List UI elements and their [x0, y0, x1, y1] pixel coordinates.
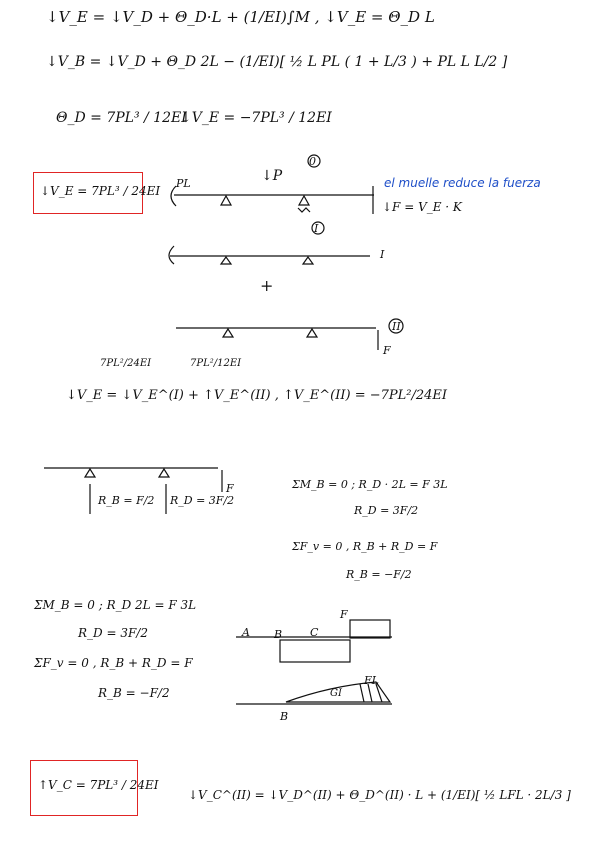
equation-VC: ↓V_C^(II) = ↓V_D^(II) + Θ_D^(II) · L + (1/EI)[ ½ LFL · 2L/3 ]	[188, 788, 571, 802]
force-label-F: F	[383, 344, 391, 357]
equation-sum-MB-right: ΣM_B = 0 ; R_D · 2L = F 3L	[292, 478, 448, 491]
case-circle-0	[308, 155, 320, 167]
spring-force-label: ↓F = V_E · K	[382, 200, 462, 214]
support-pin-BI	[221, 257, 231, 264]
point-label-F: F	[340, 608, 348, 621]
area-label-GI: GI	[330, 688, 342, 699]
case-label-I: I	[314, 222, 319, 235]
case-label-II: II	[392, 320, 401, 333]
case-label-I-right: I	[380, 248, 385, 261]
moment-arrow-I	[169, 246, 174, 264]
boxed-VE-text: ↓V_E = 7PL³ / 24EI	[40, 184, 161, 198]
equation-VE-definition: ↓V_E = ↓V_D + Θ_D·L + (1/EI)∫M , ↓V_E = Θ_D L	[46, 8, 435, 26]
moment-triangle	[286, 682, 390, 702]
moment-region-left	[280, 640, 350, 662]
support-pin-DII	[307, 329, 317, 337]
plus-sign: +	[260, 276, 274, 295]
equation-sum-Fv-left: ΣF_v = 0 , R_B + R_D = F	[34, 656, 193, 670]
equation-VB: ↓V_B = ↓V_D + Θ_D 2L − (1/EI)[ ½ L PL ( 1 + L/3 ) + PL L L/2 ]	[46, 54, 508, 70]
reaction-RD-left: R_D = 3F/2	[170, 494, 235, 507]
case-circle-I	[312, 222, 324, 234]
support-pin-DI	[303, 257, 313, 264]
moment-arrow-PL	[171, 186, 176, 206]
moment-label-FL: FL	[364, 674, 379, 687]
spring-symbol	[298, 208, 310, 212]
equation-VE-result: ↓V_E = −7PL³ / 12EI	[180, 110, 332, 126]
support-pin-D-reactions	[159, 469, 169, 477]
boxed-VC-text: ↑V_C = 7PL³ / 24EI	[38, 778, 159, 792]
superposition-top2: 7PL²/12EI	[190, 358, 242, 369]
support-pin-B-reactions	[85, 469, 95, 477]
force-label-F-2: F	[226, 482, 234, 495]
support-pin-B0	[221, 196, 231, 205]
support-pin-D0	[299, 196, 309, 205]
equation-sum-Fv-right: ΣF_v = 0 , R_B + R_D = F	[292, 540, 438, 553]
moment-region-right	[350, 620, 390, 638]
equation-theta-D: Θ_D = 7PL³ / 12EI	[56, 110, 187, 126]
load-label-P: ↓P	[261, 168, 283, 184]
moment-label-PL: PL	[176, 177, 191, 190]
reaction-RB-left: R_B = F/2	[98, 494, 155, 507]
point-label-B-lower: B	[280, 710, 289, 723]
point-label-C: C	[310, 626, 319, 639]
equation-RD-right: R_D = 3F/2	[354, 504, 419, 517]
spring-note: el muelle reduce la fuerza	[384, 176, 541, 190]
point-label-A: A	[242, 626, 250, 639]
equation-RD-left: R_D = 3F/2	[78, 626, 148, 640]
case-circle-II	[389, 319, 403, 333]
equation-sum-MB-left: ΣM_B = 0 ; R_D 2L = F 3L	[34, 598, 197, 612]
case-label-0: 0	[309, 155, 316, 168]
equation-RB-left: R_B = −F/2	[98, 686, 170, 700]
superposition-top1: 7PL²/24EI	[100, 358, 152, 369]
superposition-equation: ↓V_E = ↓V_E^(I) + ↑V_E^(II) , ↑V_E^(II) = −7PL²/24EI	[66, 388, 448, 403]
point-label-B: B	[274, 628, 283, 641]
equation-RB-right: R_B = −F/2	[346, 568, 412, 581]
support-pin-BII	[223, 329, 233, 337]
